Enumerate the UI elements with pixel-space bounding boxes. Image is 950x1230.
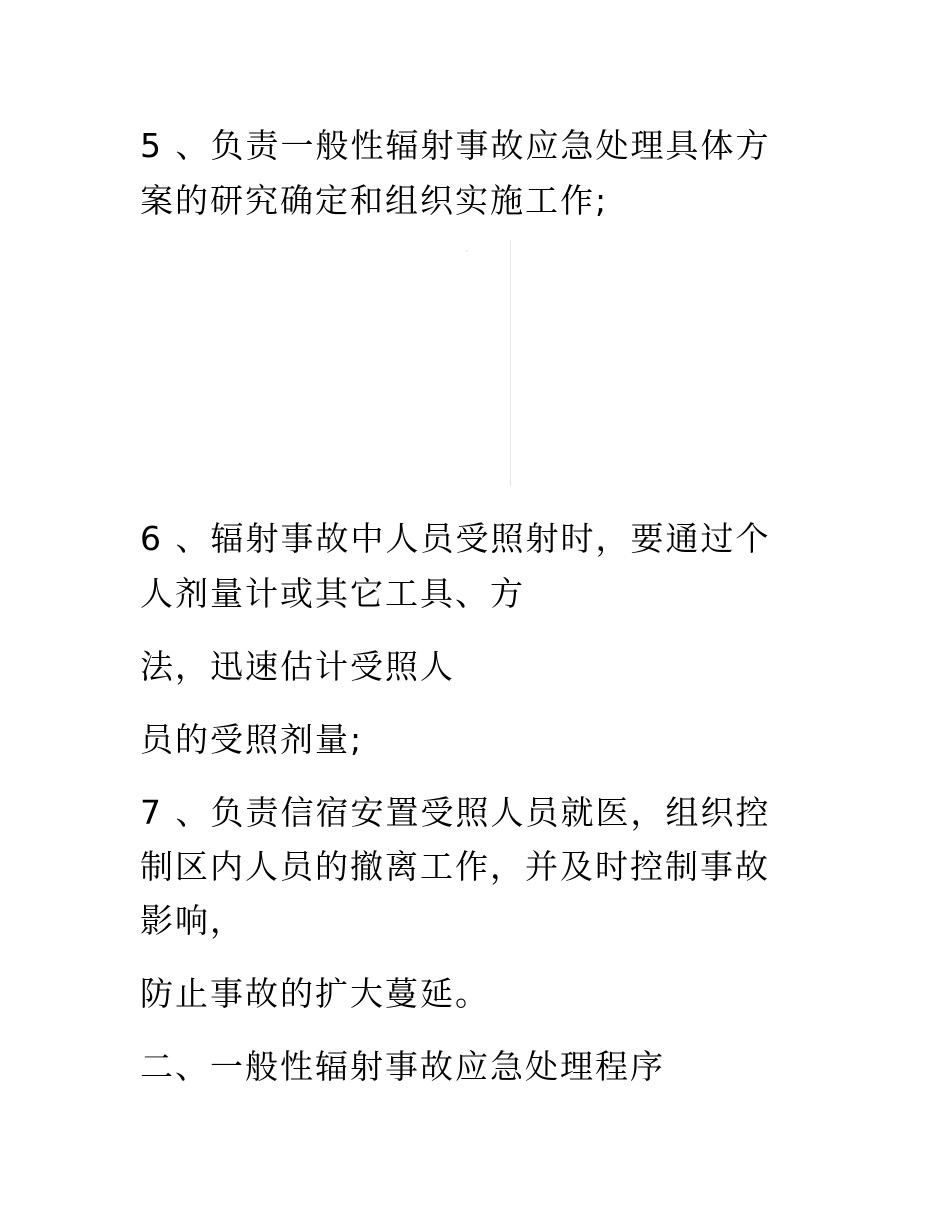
item-6-line-4: 员的受照剂量;	[140, 720, 364, 759]
item-6-line-1: 6 、辐射事故中人员受照射时，要通过个	[140, 519, 771, 558]
item-7-line-4: 防止事故的扩大蔓延。	[140, 974, 490, 1013]
item-6-line-2: 人剂量计或其它工具、方	[140, 574, 525, 613]
item-5-line-1: 5 、负责一般性辐射事故应急处理具体方	[140, 126, 771, 165]
item-7-line-2: 制区内人员的撤离工作，并及时控制事故	[140, 847, 770, 886]
item-7-line-3: 影响，	[140, 901, 245, 940]
scan-speck	[465, 250, 468, 252]
section-2-heading: 二、一般性辐射事故应急处理程序	[140, 1047, 665, 1086]
page-divider-line	[510, 240, 511, 486]
item-5-line-2: 案的研究确定和组织实施工作;	[140, 181, 609, 220]
item-6-line-3: 法，迅速估计受照人	[140, 647, 455, 686]
item-7-line-1: 7 、负责信宿安置受照人员就医，组织控	[140, 793, 771, 832]
